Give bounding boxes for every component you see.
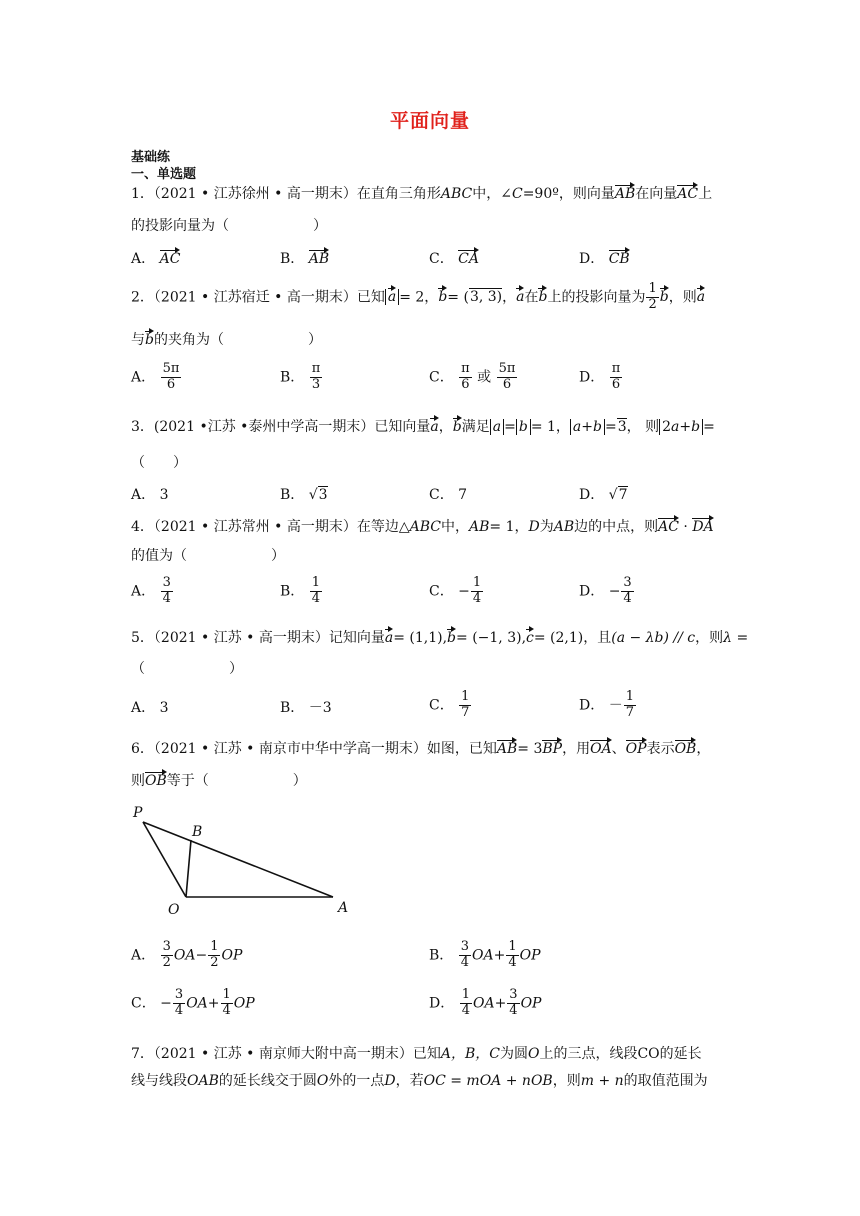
q1-option-d: D． CB (579, 251, 630, 267)
question-3-line-2: （ ） (131, 455, 187, 471)
label-B: B (192, 824, 203, 840)
subsection-heading: 一、单选题 (131, 167, 197, 182)
question-5-line-2: （ ） (131, 661, 243, 677)
question-4-line-2: 的值为（ ） (131, 548, 285, 564)
segment-OB (186, 840, 191, 897)
question-7-line-2: 线与线段OAB的延长线交于圆O外的一点D，若OC = mOA + nOB，则m + n的取值范围为 (131, 1073, 708, 1089)
label-O: O (168, 902, 180, 918)
q3-option-c: C． 7 (429, 487, 468, 503)
question-6-line-2: 则OB等于（ ） (131, 773, 307, 789)
q6-option-d: D． $\frac{1}{4}$ OA+ $\frac{3}{4}$ OP (429, 987, 542, 1018)
segment-PA (143, 822, 333, 897)
q5-option-c: C． $\frac{1}{7}$ (429, 689, 470, 720)
q6-option-a: A． $\frac{3}{2}$ OA− $\frac{1}{2}$ OP (131, 939, 243, 970)
q1-option-a: A． AC (131, 251, 181, 267)
q3-option-b: B． √3 (280, 487, 328, 503)
label-A: A (338, 900, 349, 916)
question-3-line-1: 3．(2021 •江苏 •泰州中学高一期末）已知向量a，b满足 a = b = 1， a+b =3， 则 2a+b = (131, 419, 715, 435)
label-P: P (133, 805, 143, 821)
q4-option-b: B． $\frac{1}{4}$ (280, 575, 321, 606)
q2-option-a: A． $\frac{5\pi}{6}$ (131, 361, 180, 392)
question-2-line-1: 2．（2021 • 江苏宿迁 • 高一期末）已知 a = 2，b= (3, 3)，a在b上的投影向量为 $\frac{1}{2}$ b，则a (131, 281, 706, 312)
question-6-line-1: 6．（2021 • 江苏 • 南京市中华中学高一期末）如图，已知AB= 3BP，用OA、OP表示OB， (131, 741, 711, 757)
question-5-line-1: 5．（2021 • 江苏 • 高一期末）记知向量a= (1,1),b= (−1, 3),c= (2,1)，且(a − λb) // c，则λ = (131, 630, 749, 646)
q4-option-d: D． − $\frac{3}{4}$ (579, 575, 632, 606)
q5-option-d: D． － $\frac{1}{7}$ (579, 689, 634, 720)
q6-option-c: C． − $\frac{3}{4}$ OA+ $\frac{1}{4}$ OP (131, 987, 255, 1018)
q3-option-d: D． √7 (579, 487, 628, 503)
vector-AB: AB (614, 186, 636, 202)
q2-option-d: D． $\frac{\pi}{6}$ (579, 361, 621, 392)
vector-AC: AC (677, 186, 699, 202)
question-2-line-2: 与b的夹角为（ ） (131, 332, 322, 348)
question-7-line-1: 7．（2021 • 江苏 • 南京师大附中高一期末）已知A，B，C为圆O上的三点，线段CO的延长 (131, 1046, 702, 1062)
q1-option-b: B． AB (280, 251, 330, 267)
q1-option-c: C． CA (429, 251, 479, 267)
q2-option-c: C． $\frac{\pi}{6}$ 或 $\frac{5\pi}{6}$ (429, 361, 516, 392)
q4-option-a: A． $\frac{3}{4}$ (131, 575, 171, 606)
segment-PO (143, 822, 186, 897)
question-4-line-1: 4．（2021 • 江苏常州 • 高一期末）在等边△ABC中，AB= 1，D为AB边的中点，则AC · DA (131, 519, 714, 535)
question-1-line-1: 1．（2021 • 江苏徐州 • 高一期末）在直角三角形ABC中，∠C=90º，则向量AB在向量AC上 (131, 186, 713, 202)
triangle-figure (128, 800, 358, 920)
q4-option-c: C． − $\frac{1}{4}$ (429, 575, 482, 606)
page-title: 平面向量 (389, 110, 470, 132)
q2-option-b: B． $\frac{\pi}{3}$ (280, 361, 321, 392)
question-1-line-2: 的投影向量为（ ） (131, 218, 327, 234)
q5-option-a: A． 3 (131, 700, 169, 716)
q6-option-b: B． $\frac{3}{4}$ OA+ $\frac{1}{4}$ OP (429, 939, 541, 970)
section-heading: 基础练 (131, 150, 171, 165)
q3-option-a: A． 3 (131, 487, 169, 503)
q5-option-b: B． －3 (280, 700, 332, 716)
